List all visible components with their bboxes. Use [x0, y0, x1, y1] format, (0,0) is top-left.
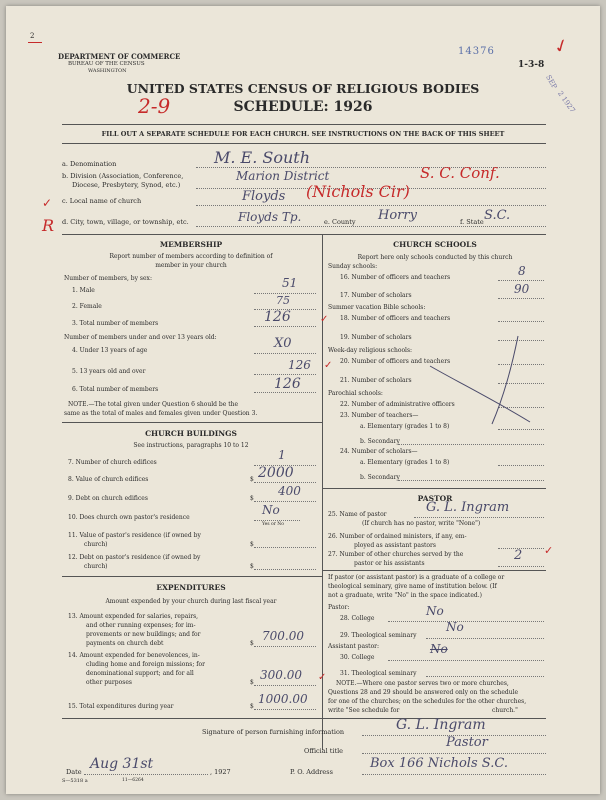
pastor-note-4: write "See schedule for — [328, 707, 400, 714]
city-value: Floyds Tp. — [238, 210, 302, 224]
q9-dollar: $ — [250, 495, 254, 502]
q14-label-2: cluding home and foreign missions; for — [86, 661, 205, 668]
bureau-name: BUREAU OF THE CENSUS — [68, 61, 145, 67]
asst-pastor-label: Assistant pastor: — [328, 643, 380, 650]
strikethrough-x-icon — [426, 326, 536, 426]
q3-label: 3. Total number of members — [72, 320, 159, 327]
q16-value: 8 — [518, 264, 526, 278]
expenditures-title: EXPENDITURES — [156, 583, 226, 592]
membership-title: MEMBERSHIP — [159, 240, 223, 249]
q21-label: 21. Number of scholars — [340, 377, 412, 384]
division-label-2: Diocese, Presbytery, Synod, etc.) — [72, 181, 181, 189]
by-sex-label: Number of members, by sex: — [64, 275, 152, 282]
q2-value: 75 — [276, 294, 290, 307]
pastor-note-1: NOTE.—Where one pastor serves two or more churches, — [336, 680, 509, 687]
q13-label-4: payments on church debt — [86, 640, 164, 647]
church-name-value: Floyds — [242, 189, 286, 204]
q8-dollar: $ — [250, 476, 254, 483]
q28-value: No — [426, 604, 444, 618]
sunday-label: Sunday schools: — [328, 263, 378, 270]
official-title-label: Official title — [304, 747, 343, 755]
q28-label: 28. College — [340, 615, 375, 622]
q29-value: No — [446, 620, 464, 634]
q13-label-3: provements or new buildings; and for — [86, 631, 201, 638]
pastor-title: PASTOR — [417, 494, 453, 503]
address-label: P. O. Address — [290, 768, 333, 776]
signature-value: G. L. Ingram — [396, 717, 486, 733]
q13-label-1: 13. Amount expended for salaries, repairs, — [68, 613, 199, 620]
instruction-line: FILL OUT A SEPARATE SCHEDULE FOR EACH CHURCH. SEE INSTRUCTIONS ON THE BACK OF THIS SHEET — [101, 130, 505, 138]
q14-label-4: other purposes — [86, 679, 132, 686]
q3-check-icon: ✓ — [320, 314, 329, 325]
address-value: Box 166 Nichols S.C. — [370, 756, 508, 771]
margin-mark: R — [42, 216, 55, 235]
membership-note-1: NOTE.—The total given under Question 6 should be the — [68, 401, 239, 408]
q30-label: 30. College — [340, 654, 375, 661]
summer-label: Summer vacation Bible schools: — [328, 304, 426, 311]
official-title-value: Pastor — [446, 735, 488, 750]
q12-dollar: $ — [250, 563, 254, 570]
q12-label-2: church) — [84, 563, 108, 570]
signature-label: Signature of person furnishing information — [202, 728, 345, 736]
date-code: 1-3-8 — [518, 60, 545, 70]
q10-value: No — [262, 503, 280, 517]
schedule-title: SCHEDULE: 1926 — [233, 99, 373, 115]
membership-note-2: same as the total of males and females given under Question 3. — [64, 410, 258, 417]
dept-name: DEPARTMENT OF COMMERCE — [58, 52, 181, 61]
q19-label: 19. Number of scholars — [340, 334, 412, 341]
parochial-label: Parochial schools: — [328, 390, 383, 397]
weekday-label: Week-day religious schools: — [328, 347, 413, 354]
state-label: f. State — [460, 218, 484, 226]
red-underline — [28, 42, 42, 43]
q24-label: 24. Number of scholars— — [340, 448, 418, 455]
pastor-note-3: for one of the churches; on the schedules for the other churches, — [328, 698, 527, 705]
college-note-1: If pastor (or assistant pastor) is a graduate of a college or — [328, 574, 505, 581]
q27-label-1: 27. Number of other churches served by the — [328, 551, 464, 558]
pastor-note-5: church." — [492, 707, 518, 714]
q27-value: 2 — [514, 548, 523, 563]
q14-label-1: 14. Amount expended for benevolences, in- — [68, 652, 200, 659]
q5-value: 126 — [288, 358, 311, 372]
q31-label: 31. Theological seminary — [340, 670, 417, 677]
city-name: WASHINGTON — [88, 68, 127, 74]
q20-label: 20. Number of officers and teachers — [340, 358, 451, 365]
q2-label: 2. Female — [72, 303, 102, 310]
q23b-label: b. Secondary — [360, 438, 400, 445]
pastor-sub-label: Pastor: — [328, 604, 350, 611]
denomination-value: M. E. South — [214, 148, 311, 167]
state-value: S.C. — [484, 208, 511, 223]
schools-sub: Report here only schools conducted by this church — [357, 254, 513, 261]
stamp-number: 14376 — [458, 46, 495, 57]
q11-dollar: $ — [250, 541, 254, 548]
division-red-note: S. C. Conf. — [420, 164, 500, 182]
q27-label-2: pastor or his assistants — [354, 560, 425, 567]
census-schedule-page — [6, 6, 600, 794]
q17-value: 90 — [514, 282, 530, 296]
q5-label: 5. 13 years old and over — [72, 368, 146, 375]
q7-value: 1 — [278, 448, 286, 462]
county-label: e. County — [324, 218, 356, 226]
q10-label: 10. Does church own pastor's residence — [68, 514, 190, 521]
q14-check-icon: ✓ — [318, 672, 327, 683]
stamp-year: 2 1927 — [555, 89, 577, 115]
q26-label-2: ployed as assistant pastors — [354, 542, 436, 549]
college-note-3: not a graduate, write "No" in the space indicated.) — [328, 592, 482, 599]
q24a-label: a. Elementary (grades 1 to 8) — [360, 459, 450, 466]
q25-note: (If church has no pastor, write "None") — [362, 520, 481, 527]
q17-label: 17. Number of scholars — [340, 292, 412, 299]
q25-label: 25. Name of pastor — [328, 511, 387, 518]
buildings-sub: See instructions, paragraphs 10 to 12 — [133, 442, 249, 449]
q15-label: 15. Total expenditures during year — [68, 703, 174, 710]
q14-dollar: $ — [250, 679, 254, 686]
q8-value: 2000 — [258, 465, 294, 481]
q22-label: 22. Number of administrative officers — [340, 401, 455, 408]
q7-label: 7. Number of church edifices — [68, 459, 157, 466]
college-note-2: theological seminary, give name of institution below. (If — [328, 583, 497, 590]
q4-label: 4. Under 13 years of age — [72, 347, 148, 354]
q27-check-icon: ✓ — [544, 544, 554, 557]
q11-label-1: 11. Value of pastor's residence (if owned by — [68, 532, 201, 539]
q9-label: 9. Debt on church edifices — [68, 495, 148, 502]
q11-label-2: church) — [84, 541, 108, 548]
q13-dollar: $ — [250, 640, 254, 647]
q13-label-2: and other running expenses; for im- — [86, 622, 196, 629]
church-name-label: c. Local name of church — [62, 197, 142, 205]
county-value: Horry — [378, 208, 417, 223]
q14-label-3: denominational support; and for all — [86, 670, 194, 677]
form-title: UNITED STATES CENSUS OF RELIGIOUS BODIES — [126, 81, 480, 96]
division-label-1: b. Division (Association, Conference, — [62, 172, 184, 180]
q23-label: 23. Number of teachers— — [340, 412, 419, 419]
buildings-title: CHURCH BUILDINGS — [145, 429, 237, 438]
q29-label: 29. Theological seminary — [340, 632, 417, 639]
q23a-label: a. Elementary (grades 1 to 8) — [360, 423, 450, 430]
q9-value: 400 — [278, 484, 301, 498]
age-header: Number of members under and over 13 years old: — [64, 334, 217, 341]
date-year: , 1927 — [210, 768, 231, 776]
q26-label-1: 26. Number of ordained ministers, if any, em- — [328, 533, 467, 540]
q1-label: 1. Male — [72, 287, 95, 294]
yes-no-hint: Yes or No — [262, 522, 284, 527]
date-label: Date — [66, 768, 82, 776]
membership-sub-1: Report number of members according to definition of — [109, 253, 273, 260]
corner-mark: 2 — [30, 32, 35, 40]
city-label: d. City, town, village, or township, etc. — [62, 218, 189, 226]
q1-value: 51 — [282, 276, 298, 290]
q24b-label: b. Secondary — [360, 474, 400, 481]
q3-value: 126 — [264, 309, 291, 325]
red-check-icon: ✓ — [550, 34, 573, 59]
q13-value: 700.00 — [262, 629, 304, 643]
margin-check-icon: ✓ — [42, 196, 53, 210]
stamp-month: SEP — [544, 73, 559, 91]
denomination-label: a. Denomination — [62, 160, 117, 168]
q6-label: 6. Total number of members — [72, 386, 159, 393]
q16-label: 16. Number of officers and teachers — [340, 274, 451, 281]
q12-label-1: 12. Debt on pastor's residence (if owned by — [68, 554, 201, 561]
form-code: S—5318 a — [62, 778, 88, 784]
church-red-note: (Nichols Cir) — [306, 182, 410, 201]
q25-value: G. L. Ingram — [426, 500, 510, 515]
q4-value: X0 — [274, 336, 292, 351]
division-value: Marion District — [236, 169, 330, 183]
schools-title: CHURCH SCHOOLS — [393, 240, 477, 249]
q14-value: 300.00 — [260, 668, 302, 682]
q8-label: 8. Value of church edifices — [68, 476, 149, 483]
q15-dollar: $ — [250, 703, 254, 710]
q15-value: 1000.00 — [258, 692, 308, 706]
q6-value: 126 — [274, 376, 301, 392]
red-code: 2-9 — [138, 94, 171, 118]
q30-value: No — [430, 642, 448, 656]
membership-sub-2: member in your church — [155, 262, 227, 269]
q18-label: 18. Number of officers and teachers — [340, 315, 451, 322]
form-code-2: 11—6264 — [122, 778, 144, 783]
q5-check-icon: ✓ — [324, 360, 333, 371]
pastor-note-2: Questions 28 and 29 should be answered only on the schedule — [328, 689, 519, 696]
expenditures-sub: Amount expended by your church during last fiscal year — [105, 598, 277, 605]
date-value: Aug 31st — [90, 756, 154, 772]
